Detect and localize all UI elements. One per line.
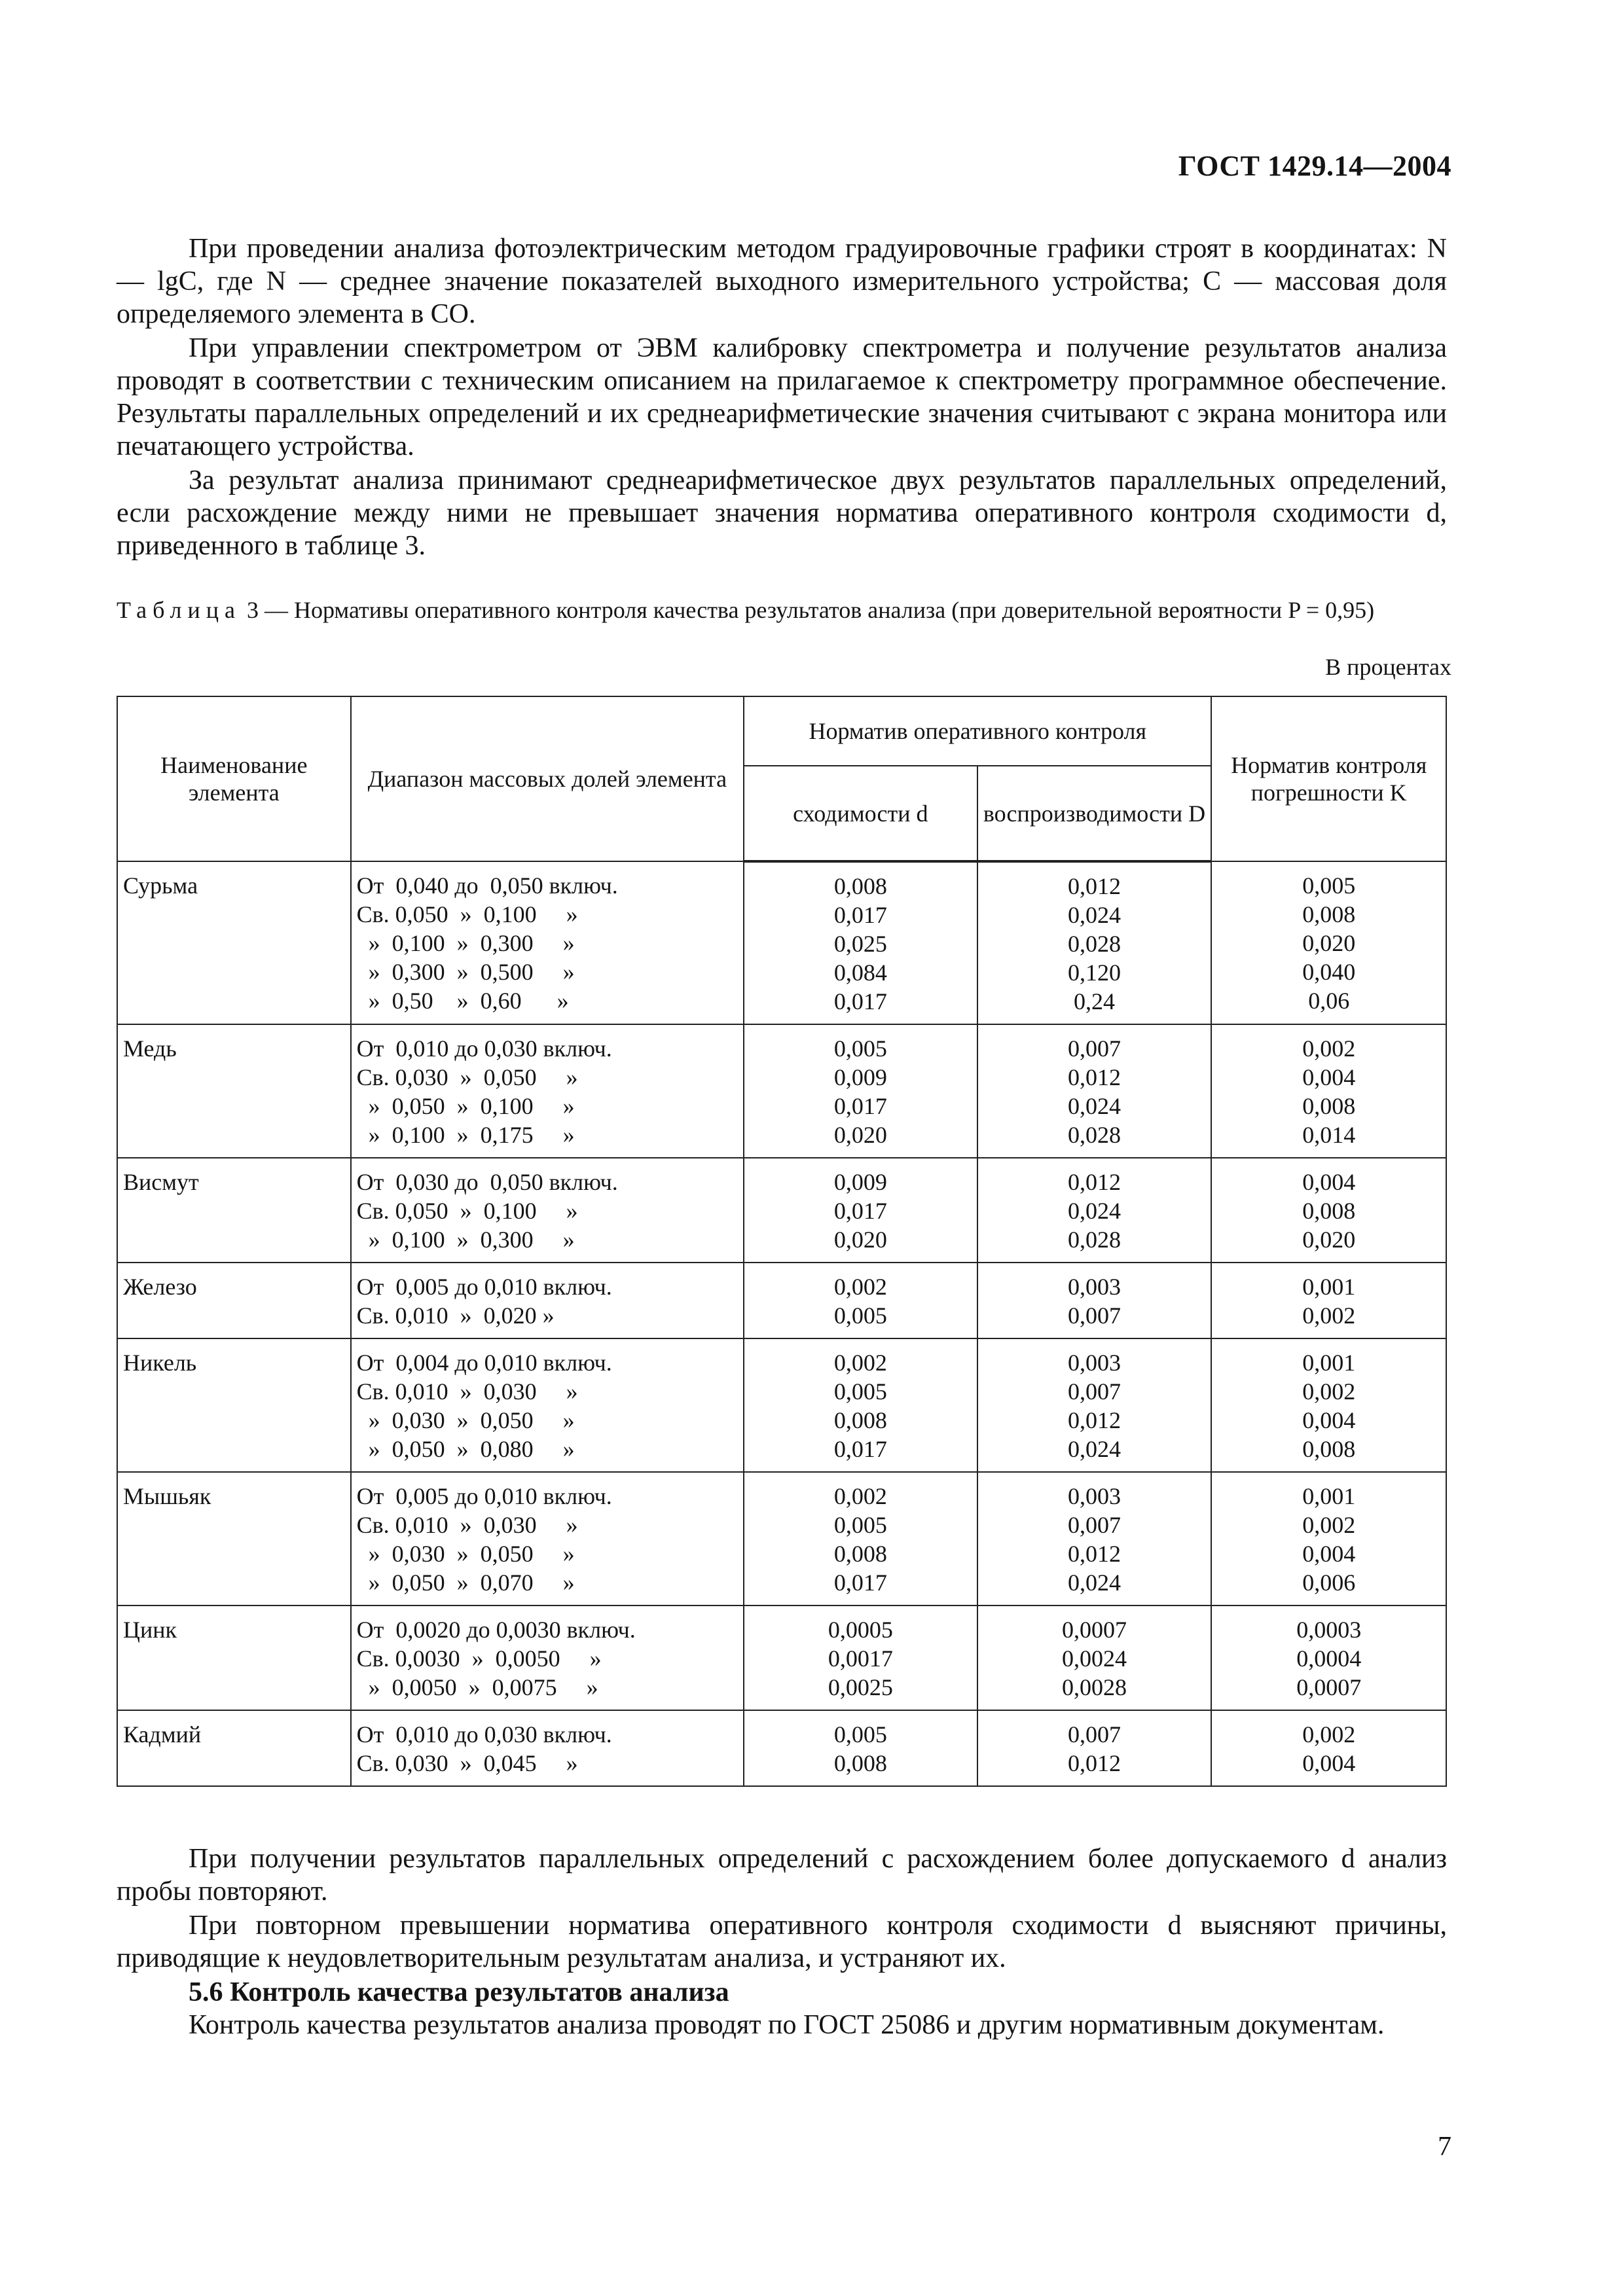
- accuracy-cell-line: 0,002: [1302, 1035, 1356, 1062]
- accuracy-cell-line: 0,004: [1302, 1169, 1356, 1195]
- reproducibility-cell-line: 0,028: [1067, 1227, 1121, 1253]
- reproducibility-cell: [977, 1024, 1212, 1158]
- accuracy-cell-line: 0,008: [1302, 901, 1356, 927]
- reproducibility-cell-line: 0,007: [1067, 1378, 1121, 1405]
- repeatability-cell-line: 0,017: [833, 1570, 887, 1596]
- reproducibility-cell-line: 0,028: [1067, 931, 1121, 957]
- repeatability-cell-line: 0,002: [833, 1350, 887, 1376]
- repeatability-cell: [744, 1710, 977, 1786]
- reproducibility-cell-line: 0,24: [1073, 988, 1115, 1014]
- reproducibility-cell: [977, 861, 1212, 1024]
- reproducibility-cell-line: 0,012: [1067, 873, 1121, 899]
- element-name-cell: Сурьма: [117, 861, 351, 1024]
- reproducibility-cell: [977, 1158, 1212, 1263]
- accuracy-cell-line: 0,004: [1302, 1541, 1356, 1567]
- repeatability-cell-line: 0,009: [833, 1169, 887, 1195]
- range-cell: [351, 1472, 744, 1605]
- table-units: В процентах: [1325, 654, 1451, 680]
- accuracy-cell-line: 0,002: [1302, 1302, 1356, 1329]
- table-row: [117, 861, 1446, 1024]
- accuracy-cell-line: 0,06: [1308, 988, 1350, 1014]
- closing-paragraph-1: При получении результатов параллельных определений с расхождением более допускаемого d анализ пробы повторяют.: [117, 1844, 1447, 1907]
- accuracy-cell: [1211, 861, 1446, 1024]
- reproducibility-cell-line: 0,012: [1067, 1169, 1121, 1195]
- element-name-cell: Медь: [117, 1024, 351, 1158]
- range-cell-line: » 0,050 » 0,100 »: [356, 1093, 575, 1119]
- accuracy-cell-line: 0,020: [1302, 930, 1356, 956]
- range-cell-line: » 0,100 » 0,175 »: [356, 1122, 575, 1148]
- range-cell-line: » 0,030 » 0,050 »: [356, 1407, 575, 1433]
- section-paragraph: Контроль качества результатов анализа проводят по ГОСТ 25086 и другим нормативным документам.: [189, 2010, 1385, 2040]
- range-cell: [351, 1158, 744, 1263]
- repeatability-cell-line: 0,008: [833, 1750, 887, 1776]
- reproducibility-cell-line: 0,012: [1067, 1064, 1121, 1090]
- element-name-cell: Никель: [117, 1338, 351, 1472]
- table-caption: [117, 594, 1447, 626]
- repeatability-cell-line: 0,002: [833, 1274, 887, 1300]
- range-cell-line: Св. 0,0030 » 0,0050 »: [356, 1645, 602, 1672]
- accuracy-cell-line: 0,004: [1302, 1407, 1356, 1433]
- range-cell-line: Св. 0,010 » 0,030 »: [356, 1378, 578, 1405]
- range-cell: [351, 1605, 744, 1710]
- header-element: Наименование элемента: [117, 696, 351, 861]
- element-name-cell: Мышьяк: [117, 1472, 351, 1605]
- table-row: [117, 1263, 1446, 1338]
- range-cell-line: Св. 0,010 » 0,020 »: [356, 1302, 555, 1329]
- repeatability-cell: [744, 1338, 977, 1472]
- header-range: Диапазон массовых долей элемента: [351, 696, 744, 861]
- repeatability-cell-line: 0,005: [833, 1378, 887, 1405]
- page-number: 7: [1438, 2132, 1451, 2162]
- reproducibility-cell-line: 0,012: [1067, 1541, 1121, 1567]
- table-caption-text: 3 — Нормативы оперативного контроля качества результатов анализа (при доверительной вероятности P = 0,95): [240, 597, 1375, 623]
- reproducibility-cell: [977, 1338, 1212, 1472]
- repeatability-cell-line: 0,025: [833, 931, 887, 957]
- table-row: [117, 1605, 1446, 1710]
- element-name-cell: Цинк: [117, 1605, 351, 1710]
- reproducibility-cell-line: 0,007: [1067, 1302, 1121, 1329]
- reproducibility-cell-line: 0,0028: [1061, 1674, 1127, 1700]
- range-cell-line: Св. 0,050 » 0,100 »: [356, 901, 578, 927]
- accuracy-cell-line: 0,0007: [1296, 1674, 1362, 1700]
- reproducibility-cell-line: 0,007: [1067, 1035, 1121, 1062]
- range-cell-line: Св. 0,030 » 0,050 »: [356, 1064, 578, 1090]
- header-repeatability: сходимости d: [744, 766, 977, 861]
- range-cell: [351, 1710, 744, 1786]
- reproducibility-cell: [977, 1710, 1212, 1786]
- element-name-cell: Железо: [117, 1263, 351, 1338]
- accuracy-cell: [1211, 1338, 1446, 1472]
- repeatability-cell-line: 0,005: [833, 1721, 887, 1748]
- accuracy-cell-line: 0,001: [1302, 1483, 1356, 1509]
- range-cell-line: От 0,0020 до 0,0030 включ.: [356, 1617, 636, 1643]
- reproducibility-cell-line: 0,024: [1067, 902, 1121, 928]
- reproducibility-cell-line: 0,012: [1067, 1750, 1121, 1776]
- range-cell-line: Св. 0,050 » 0,100 »: [356, 1198, 578, 1224]
- intro-paragraph-3: За результат анализа принимают среднеарифметическое двух результатов параллельных определений, если расхождение между ними не превышает значения норматива оперативного контроля сходимости d, приведенного в таблице 3.: [117, 465, 1447, 561]
- table-row: [117, 1472, 1446, 1605]
- reproducibility-cell-line: 0,003: [1067, 1274, 1121, 1300]
- repeatability-cell-line: 0,005: [833, 1035, 887, 1062]
- accuracy-cell-line: 0,001: [1302, 1350, 1356, 1376]
- accuracy-cell: [1211, 1263, 1446, 1338]
- range-cell-line: От 0,010 до 0,030 включ.: [356, 1035, 612, 1062]
- reproducibility-cell-line: 0,024: [1067, 1436, 1121, 1462]
- header-operative-control: Норматив оперативного контроля: [744, 696, 1211, 766]
- intro-text: [117, 232, 1447, 564]
- accuracy-cell-line: 0,014: [1302, 1122, 1356, 1148]
- accuracy-cell-line: 0,001: [1302, 1274, 1356, 1300]
- table-body: [117, 861, 1446, 1786]
- repeatability-cell: [744, 861, 977, 1024]
- range-cell: [351, 1263, 744, 1338]
- repeatability-cell-line: 0,017: [833, 1198, 887, 1224]
- reproducibility-cell-line: 0,007: [1067, 1512, 1121, 1538]
- reproducibility-cell-line: 0,024: [1067, 1570, 1121, 1596]
- accuracy-cell-line: 0,004: [1302, 1064, 1356, 1090]
- header-reproducibility: воспроизводимости D: [977, 766, 1212, 861]
- range-cell-line: » 0,50 » 0,60 »: [356, 988, 569, 1014]
- accuracy-cell: [1211, 1710, 1446, 1786]
- repeatability-cell-line: 0,008: [833, 873, 887, 899]
- repeatability-cell-line: 0,017: [833, 902, 887, 928]
- reproducibility-cell: [977, 1472, 1212, 1605]
- range-cell-line: » 0,100 » 0,300 »: [356, 1227, 575, 1253]
- reproducibility-cell: [977, 1605, 1212, 1710]
- reproducibility-cell-line: 0,003: [1067, 1483, 1121, 1509]
- accuracy-cell: [1211, 1158, 1446, 1263]
- repeatability-cell-line: 0,009: [833, 1064, 887, 1090]
- repeatability-cell-line: 0,020: [833, 1227, 887, 1253]
- element-name-cell: Висмут: [117, 1158, 351, 1263]
- intro-paragraph-2: При управлении спектрометром от ЭВМ калибровку спектрометра и получение результатов анализа проводят в соответствии с техническим описанием на прилагаемое к спектрометру программное обеспечение. Результаты параллельных определений и их среднеарифметические значения считывают с экрана монитора или печатающего устройства.: [117, 333, 1447, 461]
- reproducibility-cell-line: 0,120: [1067, 960, 1121, 986]
- range-cell-line: От 0,004 до 0,010 включ.: [356, 1350, 612, 1376]
- table-caption-label: Таблица: [117, 597, 241, 623]
- reproducibility-cell-line: 0,028: [1067, 1122, 1121, 1148]
- repeatability-cell-line: 0,0017: [828, 1645, 893, 1672]
- accuracy-cell-line: 0,005: [1302, 872, 1356, 899]
- repeatability-cell: [744, 1605, 977, 1710]
- reproducibility-cell-line: 0,0024: [1061, 1645, 1127, 1672]
- repeatability-cell-line: 0,008: [833, 1407, 887, 1433]
- range-cell-line: От 0,010 до 0,030 включ.: [356, 1721, 612, 1748]
- repeatability-cell-line: 0,002: [833, 1483, 887, 1509]
- accuracy-cell-line: 0,004: [1302, 1750, 1356, 1776]
- accuracy-cell: [1211, 1472, 1446, 1605]
- reproducibility-cell: [977, 1263, 1212, 1338]
- range-cell-line: » 0,100 » 0,300 »: [356, 930, 575, 956]
- element-name-cell: Кадмий: [117, 1710, 351, 1786]
- document-code: ГОСТ 1429.14—2004: [1178, 150, 1451, 182]
- accuracy-cell-line: 0,006: [1302, 1570, 1356, 1596]
- accuracy-cell-line: 0,008: [1302, 1198, 1356, 1224]
- repeatability-cell-line: 0,020: [833, 1122, 887, 1148]
- section-title: 5.6 Контроль качества результатов анализа: [189, 1977, 729, 2007]
- reproducibility-cell-line: 0,0007: [1061, 1617, 1127, 1643]
- repeatability-cell-line: 0,0005: [828, 1617, 893, 1643]
- range-cell-line: Св. 0,010 » 0,030 »: [356, 1512, 578, 1538]
- range-cell-line: От 0,005 до 0,010 включ.: [356, 1483, 612, 1509]
- repeatability-cell-line: 0,008: [833, 1541, 887, 1567]
- accuracy-cell: [1211, 1605, 1446, 1710]
- range-cell-line: » 0,030 » 0,050 »: [356, 1541, 575, 1567]
- closing-paragraph-2: При повторном превышении норматива оперативного контроля сходимости d выясняют причины, приводящие к неудовлетворительным результатам анализа, и устраняют их.: [117, 1910, 1447, 1973]
- reproducibility-cell-line: 0,007: [1067, 1721, 1121, 1748]
- repeatability-cell-line: 0,0025: [828, 1674, 893, 1700]
- range-cell-line: От 0,005 до 0,010 включ.: [356, 1274, 612, 1300]
- reproducibility-cell-line: 0,024: [1067, 1093, 1121, 1119]
- accuracy-cell-line: 0,002: [1302, 1721, 1356, 1748]
- accuracy-cell-line: 0,0003: [1296, 1617, 1362, 1643]
- range-cell-line: » 0,300 » 0,500 »: [356, 959, 575, 985]
- repeatability-cell: [744, 1472, 977, 1605]
- accuracy-cell-line: 0,002: [1302, 1512, 1356, 1538]
- closing-text: [117, 1842, 1447, 2043]
- range-cell: [351, 861, 744, 1024]
- accuracy-cell: [1211, 1024, 1446, 1158]
- table-row: [117, 1710, 1446, 1786]
- repeatability-cell: [744, 1024, 977, 1158]
- header-accuracy-control: Норматив контроля погрешности K: [1211, 696, 1446, 861]
- range-cell-line: Св. 0,030 » 0,045 »: [356, 1750, 578, 1776]
- repeatability-cell-line: 0,005: [833, 1302, 887, 1329]
- repeatability-cell-line: 0,084: [833, 960, 887, 986]
- accuracy-cell-line: 0,040: [1302, 959, 1356, 985]
- repeatability-cell-line: 0,017: [833, 1093, 887, 1119]
- range-cell: [351, 1024, 744, 1158]
- repeatability-cell: [744, 1263, 977, 1338]
- accuracy-cell-line: 0,008: [1302, 1093, 1356, 1119]
- range-cell: [351, 1338, 744, 1472]
- range-cell-line: От 0,030 до 0,050 включ.: [356, 1169, 618, 1195]
- table-row: [117, 1338, 1446, 1472]
- table-row: [117, 1158, 1446, 1263]
- repeatability-cell: [744, 1158, 977, 1263]
- repeatability-cell-line: 0,017: [833, 988, 887, 1014]
- range-cell-line: От 0,040 до 0,050 включ.: [356, 872, 618, 899]
- reproducibility-cell-line: 0,024: [1067, 1198, 1121, 1224]
- reproducibility-cell-line: 0,003: [1067, 1350, 1121, 1376]
- norms-table: [117, 696, 1447, 1787]
- repeatability-cell-line: 0,017: [833, 1436, 887, 1462]
- table-row: [117, 1024, 1446, 1158]
- accuracy-cell-line: 0,0004: [1296, 1645, 1362, 1672]
- range-cell-line: » 0,050 » 0,070 »: [356, 1570, 575, 1596]
- range-cell-line: » 0,050 » 0,080 »: [356, 1436, 575, 1462]
- repeatability-cell-line: 0,005: [833, 1512, 887, 1538]
- reproducibility-cell-line: 0,012: [1067, 1407, 1121, 1433]
- accuracy-cell-line: 0,002: [1302, 1378, 1356, 1405]
- accuracy-cell-line: 0,008: [1302, 1436, 1356, 1462]
- range-cell-line: » 0,0050 » 0,0075 »: [356, 1674, 598, 1700]
- accuracy-cell-line: 0,020: [1302, 1227, 1356, 1253]
- intro-paragraph-1: При проведении анализа фотоэлектрическим методом градуировочные графики строят в координатах: N — lgC, где N — среднее значение показателей выходного измерительного устройства; C — массовая доля определяемого элемента в СО.: [117, 234, 1447, 329]
